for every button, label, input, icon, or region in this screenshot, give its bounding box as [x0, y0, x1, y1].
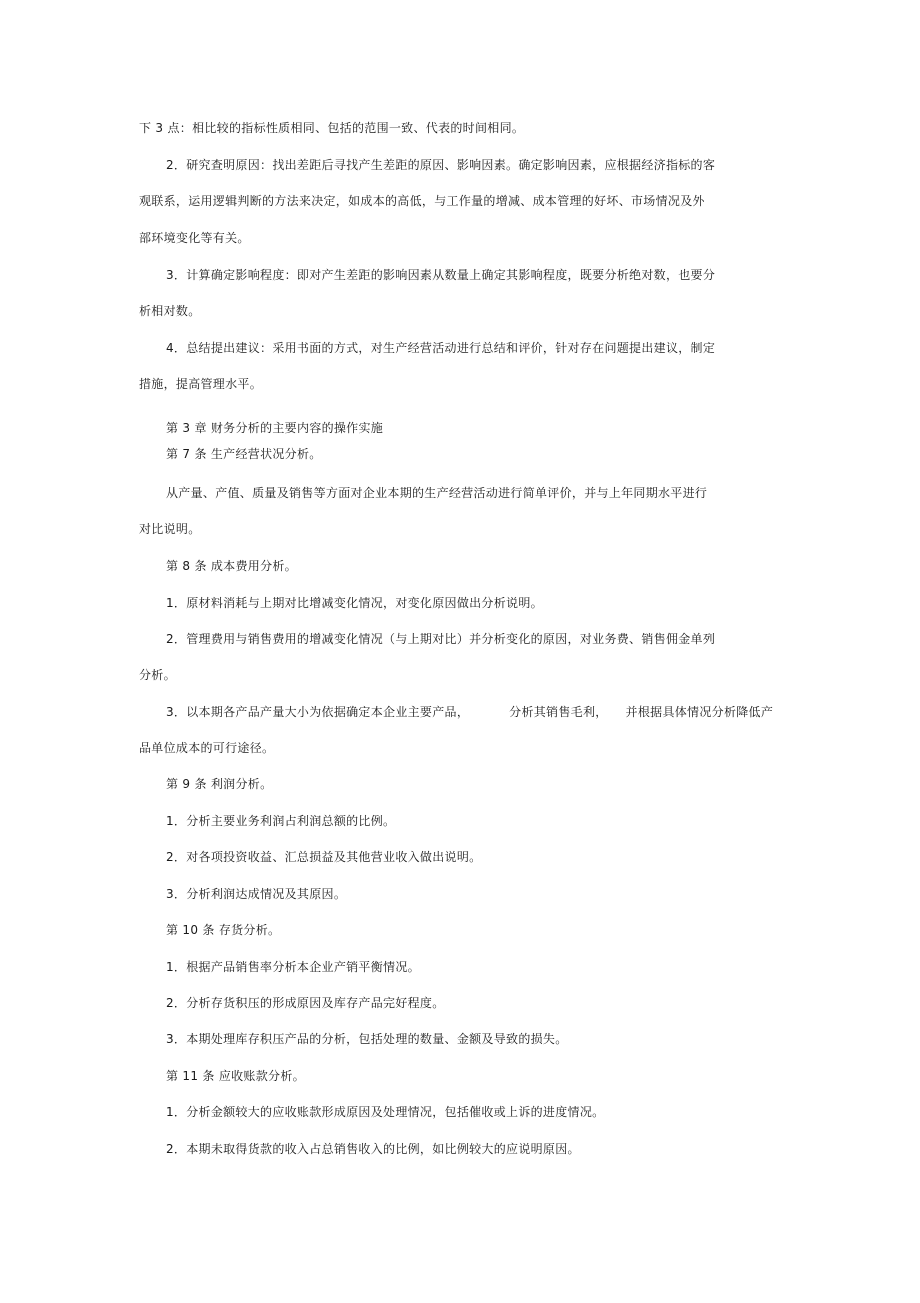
list-item: 2．管理费用与销售费用的增减变化情况（与上期对比）并分析变化的原因，对业务费、销售佣金单列: [166, 632, 716, 646]
chapter-heading: 第 3 章 财务分析的主要内容的操作实施: [166, 421, 384, 435]
list-item-part: 并根据具体情况分析降低产: [625, 705, 774, 719]
list-item-part: 分析其销售毛利，: [509, 705, 608, 719]
list-item-part: 3．以本期各产品产量大小为依据确定本企业主要产品，: [166, 705, 470, 719]
article-heading: 第 8 条 成本费用分析。: [166, 559, 297, 573]
list-item: 3．分析利润达成情况及其原因。: [166, 887, 347, 901]
text-line: 析相对数。: [139, 304, 201, 318]
text-line: 观联系，运用逻辑判断的方法来决定，如成本的高低，与工作量的增减、成本管理的好坏、市场情况及外: [139, 194, 705, 208]
text-line: 从产量、产值、质量及销售等方面对企业本期的生产经营活动进行简单评价，并与上年同期水平进行: [166, 486, 708, 500]
article-heading: 第 11 条 应收账款分析。: [166, 1069, 305, 1083]
list-item: [166, 704, 773, 720]
text-line: 下 3 点：相比较的指标性质相同、包括的范围一致、代表的时间相同。: [139, 121, 525, 135]
text-line: 分析。: [139, 668, 176, 682]
list-item: 1．根据产品销售率分析本企业产销平衡情况。: [166, 960, 420, 974]
article-heading: 第 10 条 存货分析。: [166, 923, 281, 937]
list-item: 2．分析存货积压的形成原因及库存产品完好程度。: [166, 996, 445, 1010]
article-heading: 第 7 条 生产经营状况分析。: [166, 447, 322, 461]
text-line: 措施，提高管理水平。: [139, 377, 263, 391]
list-item: 1．分析金额较大的应收账款形成原因及处理情况，包括催收或上诉的进度情况。: [166, 1105, 605, 1119]
text-line: 品单位成本的可行途径。: [139, 741, 275, 755]
text-line: 对比说明。: [139, 522, 201, 536]
list-item: 3．计算确定影响程度：即对产生差距的影响因素从数量上确定其影响程度，既要分析绝对数，也要分: [166, 268, 716, 282]
list-item: 3．本期处理库存积压产品的分析，包括处理的数量、金额及导致的损失。: [166, 1032, 568, 1046]
list-item: 1．原材料消耗与上期对比增减变化情况，对变化原因做出分析说明。: [166, 596, 543, 610]
article-heading: 第 9 条 利润分析。: [166, 777, 273, 791]
list-item: 2．研究查明原因：找出差距后寻找产生差距的原因、影响因素。确定影响因素，应根据经济指标的客: [166, 158, 716, 172]
list-item: 1．分析主要业务利润占利润总额的比例。: [166, 814, 396, 828]
list-item: 2．本期未取得货款的收入占总销售收入的比例，如比例较大的应说明原因。: [166, 1142, 580, 1156]
list-item: 4．总结提出建议：采用书面的方式，对生产经营活动进行总结和评价，针对存在问题提出建议，制定: [166, 341, 716, 355]
list-item: 2．对各项投资收益、汇总损益及其他营业收入做出说明。: [166, 850, 482, 864]
text-line: 部环境变化等有关。: [139, 231, 250, 245]
